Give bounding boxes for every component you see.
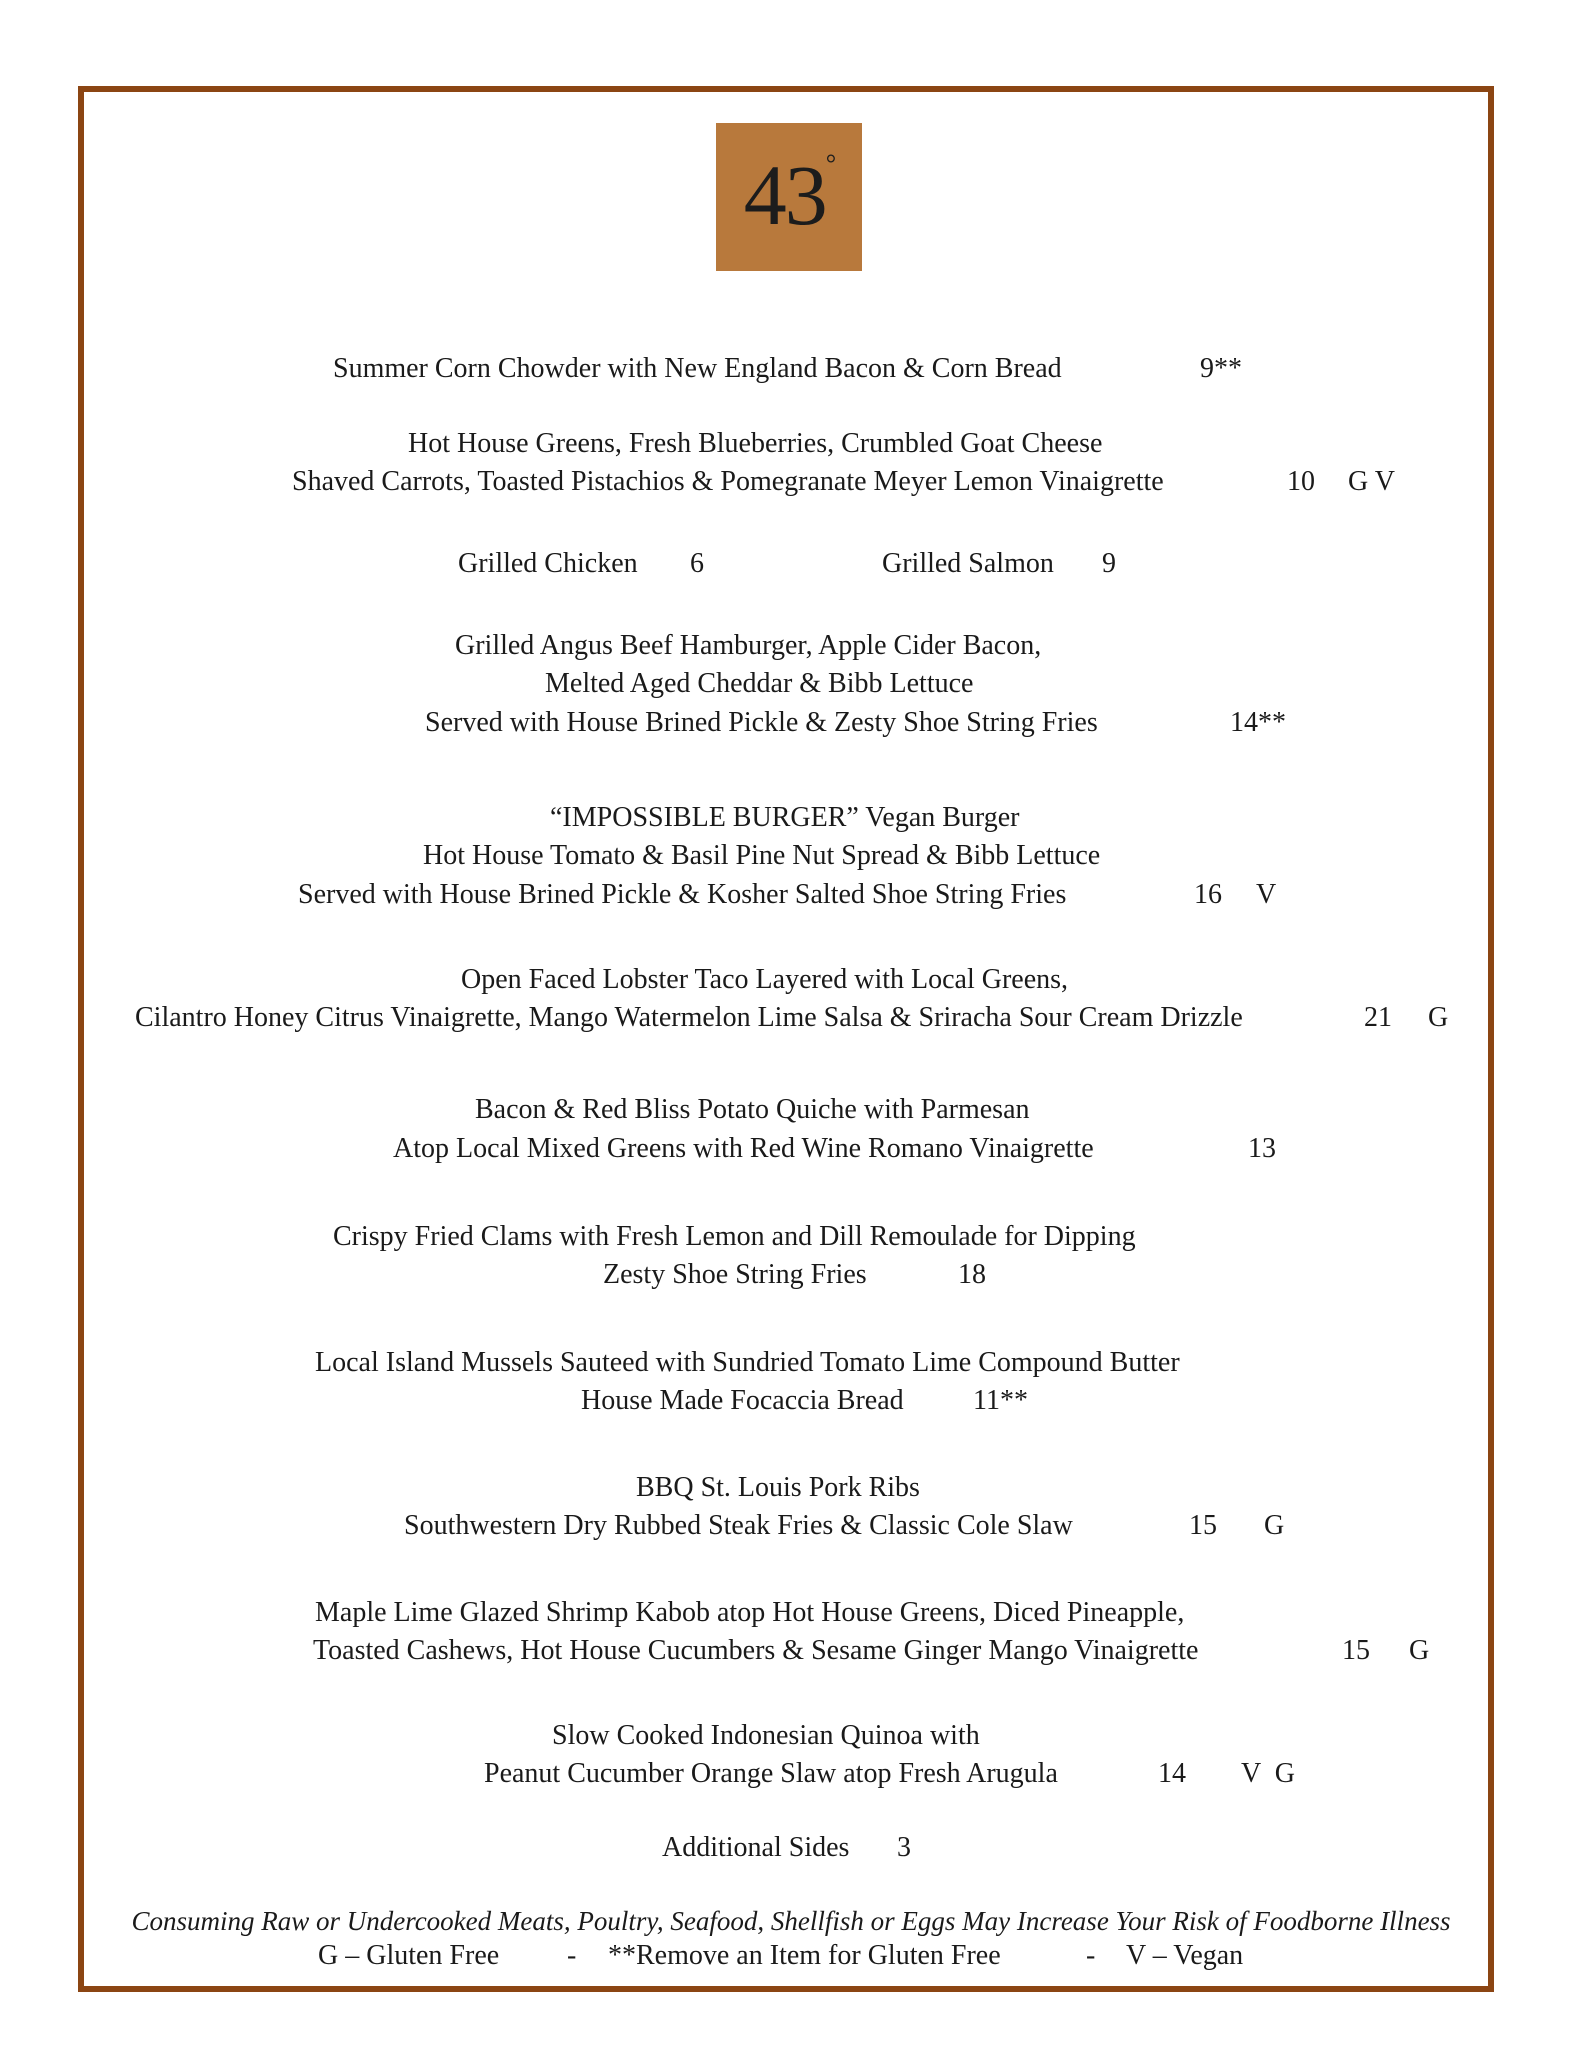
chowder-text: Summer Corn Chowder with New England Bacon & Corn Bread bbox=[333, 353, 1062, 384]
greens-tags: G V bbox=[1348, 466, 1395, 497]
quiche-line1: Bacon & Red Bliss Potato Quiche with Parmesan bbox=[475, 1094, 1030, 1125]
addon-chicken: Grilled Chicken bbox=[458, 548, 638, 579]
quinoa-line1: Slow Cooked Indonesian Quinoa with bbox=[552, 1720, 980, 1751]
lobster-price: 21 bbox=[1364, 1002, 1392, 1033]
logo-degree-symbol: ° bbox=[825, 149, 835, 178]
lobster-line1: Open Faced Lobster Taco Layered with Local Greens, bbox=[461, 964, 1069, 995]
hamburger-line3: Served with House Brined Pickle & Zesty Shoe String Fries bbox=[425, 707, 1098, 738]
impossible-price: 16 bbox=[1194, 879, 1222, 910]
mussels-line1: Local Island Mussels Sauteed with Sundried Tomato Lime Compound Butter bbox=[315, 1347, 1180, 1378]
lobster-tags: G bbox=[1428, 1002, 1449, 1033]
greens-line2: Shaved Carrots, Toasted Pistachios & Pomegranate Meyer Lemon Vinaigrette bbox=[292, 466, 1164, 497]
impossible-line3: Served with House Brined Pickle & Kosher Salted Shoe String Fries bbox=[298, 879, 1067, 910]
impossible-line2: Hot House Tomato & Basil Pine Nut Spread & Bibb Lettuce bbox=[423, 840, 1101, 871]
quinoa-line2: Peanut Cucumber Orange Slaw atop Fresh Arugula bbox=[484, 1758, 1058, 1789]
sides-text: Additional Sides bbox=[662, 1832, 850, 1863]
quinoa-price: 14 bbox=[1158, 1758, 1186, 1789]
hamburger-line1: Grilled Angus Beef Hamburger, Apple Cider Bacon, bbox=[455, 630, 1042, 661]
sides-price: 3 bbox=[897, 1832, 911, 1863]
hamburger-line2: Melted Aged Cheddar & Bibb Lettuce bbox=[545, 668, 974, 699]
lobster-line2: Cilantro Honey Citrus Vinaigrette, Mango Watermelon Lime Salsa & Sriracha Sour Cream Drizzle bbox=[135, 1002, 1243, 1033]
greens-price: 10 bbox=[1287, 466, 1315, 497]
addon-salmon: Grilled Salmon bbox=[882, 548, 1054, 579]
restaurant-logo bbox=[716, 123, 862, 271]
ribs-tags: G bbox=[1264, 1510, 1285, 1541]
legend-vegan: V – Vegan bbox=[1126, 1940, 1244, 1971]
impossible-tags: V bbox=[1256, 879, 1277, 910]
addon-chicken-price: 6 bbox=[690, 548, 704, 579]
ribs-price: 15 bbox=[1189, 1510, 1217, 1541]
clams-line2: Zesty Shoe String Fries bbox=[603, 1259, 867, 1290]
foodborne-warning: Consuming Raw or Undercooked Meats, Poultry, Seafood, Shellfish or Eggs May Increase Your Risk of Foodborne Illness bbox=[131, 1906, 1451, 1936]
shrimp-price: 15 bbox=[1342, 1635, 1370, 1666]
legend-separator-1: - bbox=[567, 1940, 577, 1971]
quiche-price: 13 bbox=[1248, 1133, 1276, 1164]
ribs-line2: Southwestern Dry Rubbed Steak Fries & Classic Cole Slaw bbox=[404, 1510, 1073, 1541]
clams-line1: Crispy Fried Clams with Fresh Lemon and Dill Remoulade for Dipping bbox=[333, 1221, 1136, 1252]
mussels-line2: House Made Focaccia Bread bbox=[581, 1385, 904, 1416]
legend-remove-item: **Remove an Item for Gluten Free bbox=[608, 1940, 1001, 1971]
quinoa-tags: V G bbox=[1241, 1758, 1295, 1789]
addon-salmon-price: 9 bbox=[1102, 548, 1116, 579]
legend-separator-2: - bbox=[1086, 1940, 1096, 1971]
ribs-line1: BBQ St. Louis Pork Ribs bbox=[636, 1472, 920, 1503]
hamburger-price: 14** bbox=[1230, 707, 1286, 738]
shrimp-tags: G bbox=[1409, 1635, 1430, 1666]
chowder-price: 9** bbox=[1200, 353, 1242, 384]
legend-gluten-free: G – Gluten Free bbox=[318, 1940, 500, 1971]
shrimp-line2: Toasted Cashews, Hot House Cucumbers & Sesame Ginger Mango Vinaigrette bbox=[313, 1635, 1199, 1666]
shrimp-line1: Maple Lime Glazed Shrimp Kabob atop Hot House Greens, Diced Pineapple, bbox=[315, 1597, 1185, 1628]
mussels-price: 11** bbox=[973, 1385, 1028, 1416]
greens-line1: Hot House Greens, Fresh Blueberries, Crumbled Goat Cheese bbox=[408, 428, 1103, 459]
clams-price: 18 bbox=[958, 1259, 986, 1290]
impossible-line1: “IMPOSSIBLE BURGER” Vegan Burger bbox=[550, 802, 1020, 833]
logo-number: 43° bbox=[743, 147, 835, 243]
quiche-line2: Atop Local Mixed Greens with Red Wine Romano Vinaigrette bbox=[393, 1133, 1094, 1164]
